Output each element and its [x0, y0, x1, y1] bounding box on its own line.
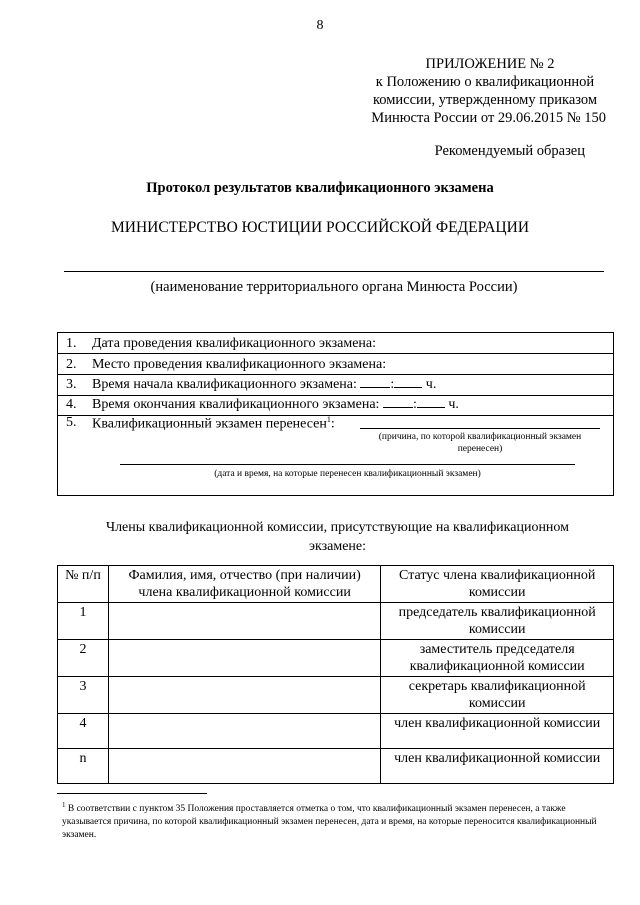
table-row — [58, 677, 614, 714]
minutes-field[interactable] — [417, 407, 445, 408]
row-num: 2 — [58, 640, 109, 677]
members-heading-line: Члены квалификационной комиссии, присутствующие на квалификационном — [105, 520, 570, 535]
item-start-time — [92, 377, 436, 393]
row-num: n — [58, 749, 109, 784]
footnote — [62, 799, 614, 842]
row-status: заместитель председателя квалификационной комиссии — [381, 640, 614, 677]
header-name: Фамилия, имя, отчество (при наличии) члена квалификационной комиссии — [108, 566, 380, 603]
item-label: Квалификационный экзамен перенесен — [92, 416, 327, 432]
row-num: 1 — [58, 603, 109, 640]
item-label: Время начала квалификационного экзамена: — [92, 377, 357, 392]
item-number: 1. — [66, 336, 77, 351]
hours-field[interactable] — [360, 387, 390, 388]
reason-caption-line: (причина, по которой квалификационный экзамен — [378, 432, 582, 442]
item-end-time — [92, 397, 459, 413]
table-row — [58, 603, 614, 640]
appendix-line: комиссии, утвержденному приказом — [372, 92, 598, 108]
members-table — [57, 565, 614, 784]
row-name-cell[interactable] — [108, 714, 380, 749]
item-number: 3. — [66, 377, 77, 392]
time-separator: : — [390, 377, 395, 392]
table-header-row — [58, 566, 614, 603]
table-row — [58, 714, 614, 749]
org-name-caption: (наименование территориального органа Минюста России) — [150, 279, 518, 295]
row-status: председатель квалификационной комиссии — [381, 603, 614, 640]
row-num: 3 — [58, 677, 109, 714]
item-exam-date: Дата проведения квалификационного экзамена: — [92, 336, 377, 351]
row-name-cell[interactable] — [108, 749, 380, 784]
appendix-line: к Положению о квалификационной — [375, 74, 595, 90]
item-number: 2. — [66, 357, 77, 372]
footnote-mark: 1 — [62, 801, 66, 809]
reason-caption-line: перенесен) — [457, 444, 503, 454]
reason-caption — [360, 431, 600, 455]
row-num: 4 — [58, 714, 109, 749]
minutes-field[interactable] — [394, 387, 422, 388]
row-name-cell[interactable] — [108, 640, 380, 677]
page-number: 8 — [316, 18, 324, 33]
footnote-separator — [57, 793, 207, 794]
frame-row-divider — [57, 374, 614, 375]
table-row — [58, 640, 614, 677]
row-name-cell[interactable] — [108, 603, 380, 640]
recommended-sample: Рекомендуемый образец — [434, 143, 585, 159]
appendix-line: Минюста России от 29.06.2015 № 150 — [371, 110, 606, 126]
appendix-block — [360, 55, 610, 127]
row-status: секретарь квалификационной комиссии — [381, 677, 614, 714]
members-heading — [80, 518, 595, 556]
hours-field[interactable] — [383, 407, 413, 408]
table-row — [58, 749, 614, 784]
document-title: Протокол результатов квалификационного экзамена — [146, 180, 494, 196]
footnote-text: В соответствии с пунктом 35 Положения проставляется отметка о том, что квалификационный экзамен перенесен, а также указывается причина, по которой квалификационный экзамен перенесен, дата и время, на которые переносится квалификационный экзамен. — [62, 804, 597, 841]
frame-row-divider — [57, 395, 614, 396]
item-postponed — [92, 415, 335, 433]
item-number: 5. — [66, 415, 77, 430]
item-label: Время окончания квалификационного экзамена: — [92, 397, 380, 412]
header-num: № п/п — [58, 566, 109, 603]
item-number: 4. — [66, 397, 77, 412]
header-status: Статус члена квалификационной комиссии — [381, 566, 614, 603]
item-exam-place: Место проведения квалификационного экзамена: — [92, 357, 387, 372]
date-caption: (дата и время, на которые перенесен квалификационный экзамен) — [214, 469, 481, 479]
row-name-cell[interactable] — [108, 677, 380, 714]
appendix-title: ПРИЛОЖЕНИЕ № 2 — [425, 56, 555, 72]
members-heading-line: экзамене: — [308, 539, 367, 554]
ministry-name: МИНИСТЕРСТВО ЮСТИЦИИ РОССИЙСКОЙ ФЕДЕРАЦИИ — [110, 219, 530, 236]
row-status: член квалификационной комиссии — [381, 749, 614, 784]
frame-row-divider — [57, 353, 614, 354]
time-unit: ч. — [425, 377, 437, 392]
footnote-ref: 1 — [326, 415, 331, 424]
row-status: член квалификационной комиссии — [381, 714, 614, 749]
date-line — [120, 464, 575, 465]
reason-line — [360, 428, 600, 429]
time-unit: ч. — [448, 397, 459, 412]
colon: : — [330, 416, 335, 432]
org-name-line — [64, 271, 604, 272]
time-separator: : — [412, 397, 417, 412]
